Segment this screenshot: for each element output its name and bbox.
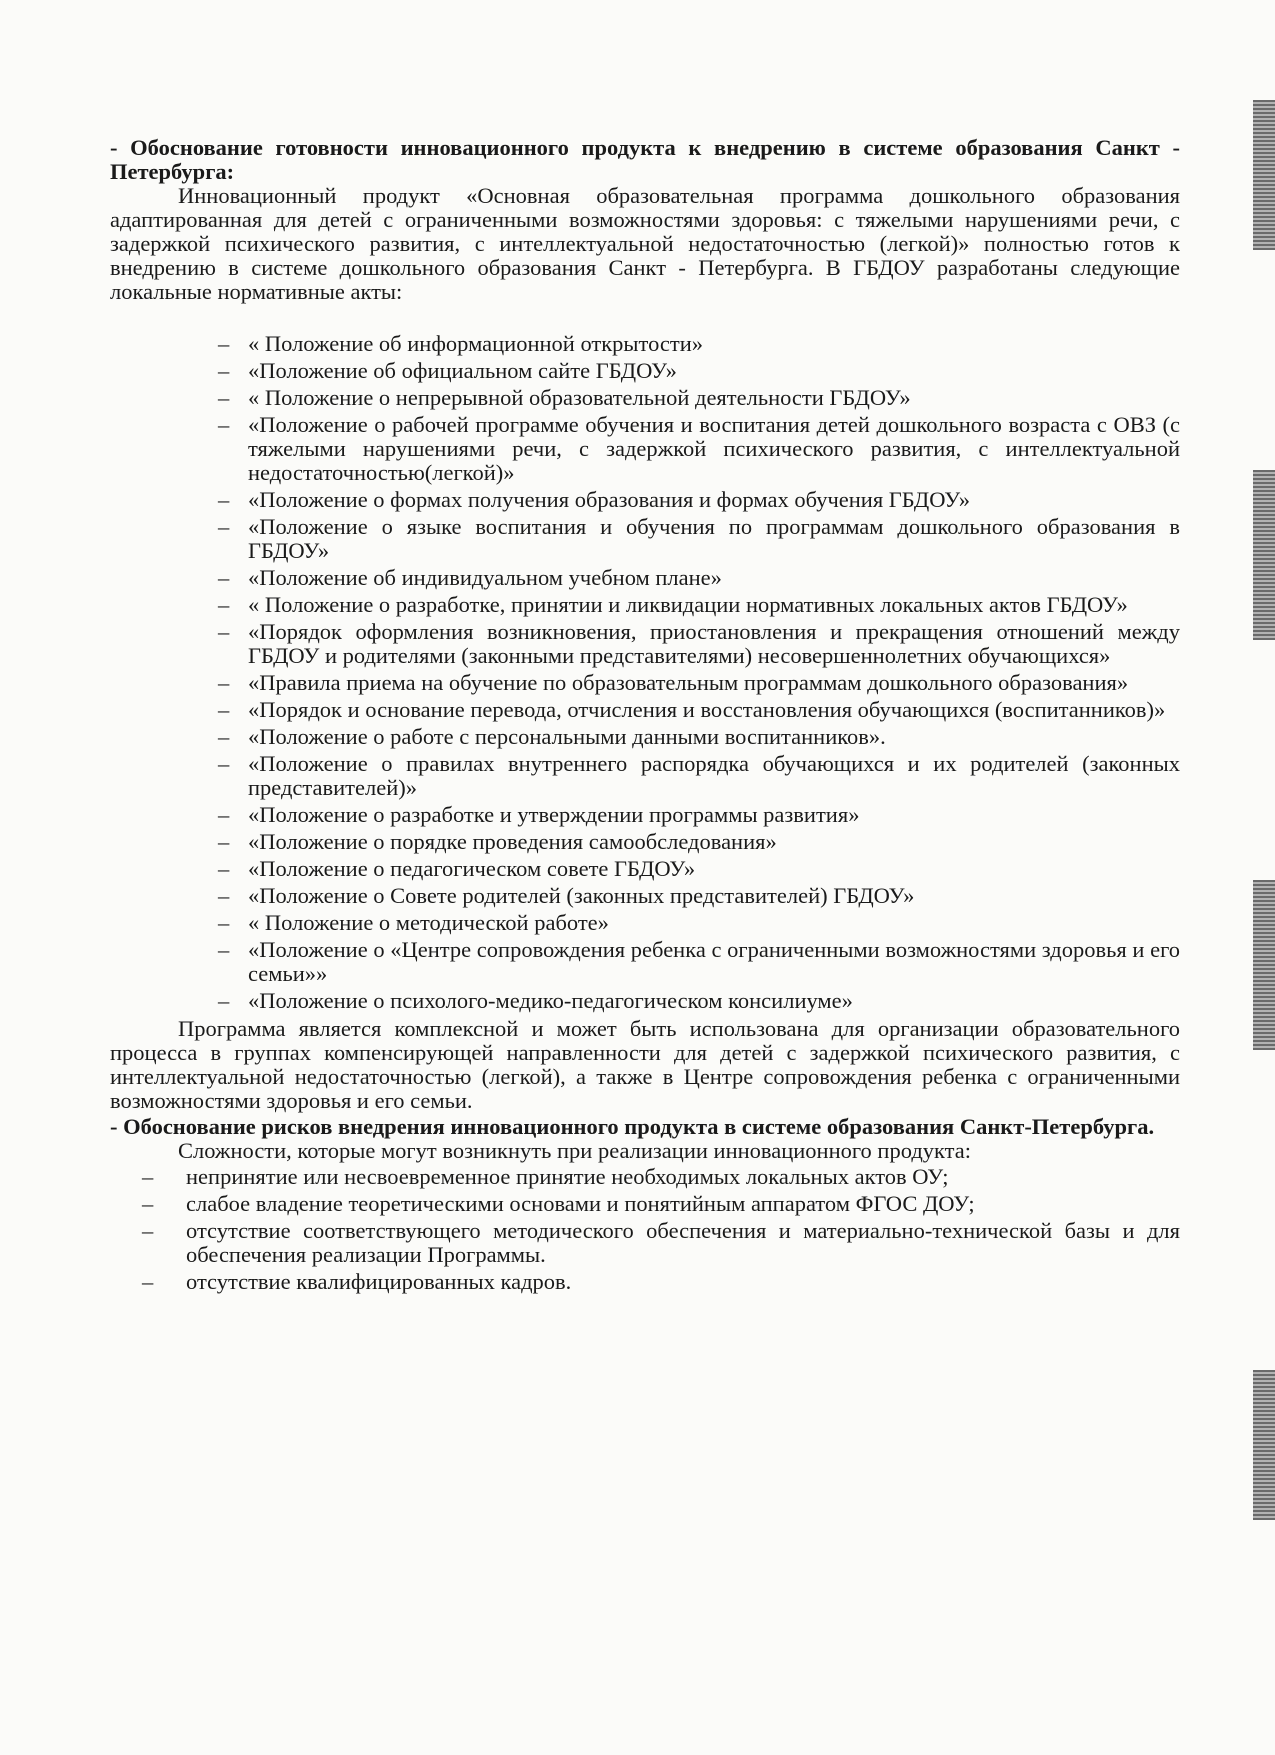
list-item: – «Положение о разработке и утверждении программы развития» (218, 803, 1180, 827)
list-item: – « Положение о разработке, принятии и ликвидации нормативных локальных актов ГБДОУ» (218, 593, 1180, 617)
list-item: – « Положение о методической работе» (218, 911, 1180, 935)
conclusion-paragraph: Программа является комплексной и может быть использована для организации образовательного процесса в группах компенсирующей направленности для детей с задержкой психического развития, с интеллектуальной недостаточностью (легкой), а также в Центре сопровождения ребенка с ограниченными возможностями здоровья и его семьи. (110, 1016, 1180, 1113)
list-item: – « Положение о непрерывной образовательной деятельности ГБДОУ» (218, 386, 1180, 410)
list-item: – «Положение о правилах внутреннего распорядка обучающихся и их родителей (законных представителей)» (218, 752, 1180, 800)
scan-edge-mark (1253, 1370, 1275, 1520)
risks-intro: Сложности, которые могут возникнуть при реализации инновационного продукта: (178, 1138, 972, 1163)
list-item: – «Положение об индивидуальном учебном плане» (218, 566, 1180, 590)
list-item: – «Положение о порядке проведения самообследования» (218, 830, 1180, 854)
list-item: – «Положение о формах получения образования и формах обучения ГБДОУ» (218, 488, 1180, 512)
list-item: – слабое владение теоретическими основами и понятийным аппаратом ФГОС ДОУ; (142, 1192, 1180, 1216)
risks-list (110, 1165, 1180, 1294)
list-item: – «Положение о работе с персональными данными воспитанников». (218, 725, 1180, 749)
list-item: – «Положение о рабочей программе обучения и воспитания детей дошкольного возраста с ОВЗ (с тяжелыми нарушениями речи, с задержкой психического развития, с интеллектуальной недостаточностью(легкой)» (218, 413, 1180, 485)
list-item: – «Порядок оформления возникновения, приостановления и прекращения отношений между ГБДОУ и родителями (законными представителями) несовершеннолетних обучающихся» (218, 620, 1180, 668)
scan-edge-mark (1253, 100, 1275, 250)
section-heading-readiness: - Обоснование готовности инновационного продукта к внедрению в системе образования Санкт - Петербурга: (110, 135, 1180, 184)
list-item: – «Правила приема на обучение по образовательным программам дошкольного образования» (218, 671, 1180, 695)
list-item: – «Положение об официальном сайте ГБДОУ» (218, 359, 1180, 383)
list-item: – «Положение о «Центре сопровождения ребенка с ограниченными возможностями здоровья и его семьи»» (218, 938, 1180, 986)
document-body (110, 136, 1180, 1297)
list-item: – «Положение о языке воспитания и обучения по программам дошкольного образования в ГБДОУ» (218, 515, 1180, 563)
intro-paragraph: Инновационный продукт «Основная образовательная программа дошкольного образования адаптированная для детей с ограниченными возможностями здоровья: с тяжелыми нарушениями речи, с задержкой психического развития, с интеллектуальной недостаточностью (легкой)» полностью готов к внедрению в системе дошкольного образования Санкт - Петербурга. В ГБДОУ разработаны следующие локальные нормативные акты: (110, 183, 1180, 304)
list-item: – «Положение о Совете родителей (законных представителей) ГБДОУ» (218, 884, 1180, 908)
section-heading-risks: - Обоснование рисков внедрения инновационного продукта в системе образования Санкт-Петербурга. (110, 1114, 1155, 1139)
normative-acts-list (110, 332, 1180, 1013)
list-item: – непринятие или несвоевременное принятие необходимых локальных актов ОУ; (142, 1165, 1180, 1189)
list-item: – «Положение о психолого-медико-педагогическом консилиуме» (218, 989, 1180, 1013)
list-item: – «Порядок и основание перевода, отчисления и восстановления обучающихся (воспитанников)» (218, 698, 1180, 722)
list-item: – «Положение о педагогическом совете ГБДОУ» (218, 857, 1180, 881)
scan-edge-mark (1253, 470, 1275, 640)
list-item: – отсутствие квалифицированных кадров. (142, 1270, 1180, 1294)
scan-edge-mark (1253, 880, 1275, 1050)
list-item: – « Положение об информационной открытости» (218, 332, 1180, 356)
list-item: – отсутствие соответствующего методического обеспечения и материально-технической базы и для обеспечения реализации Программы. (142, 1219, 1180, 1267)
